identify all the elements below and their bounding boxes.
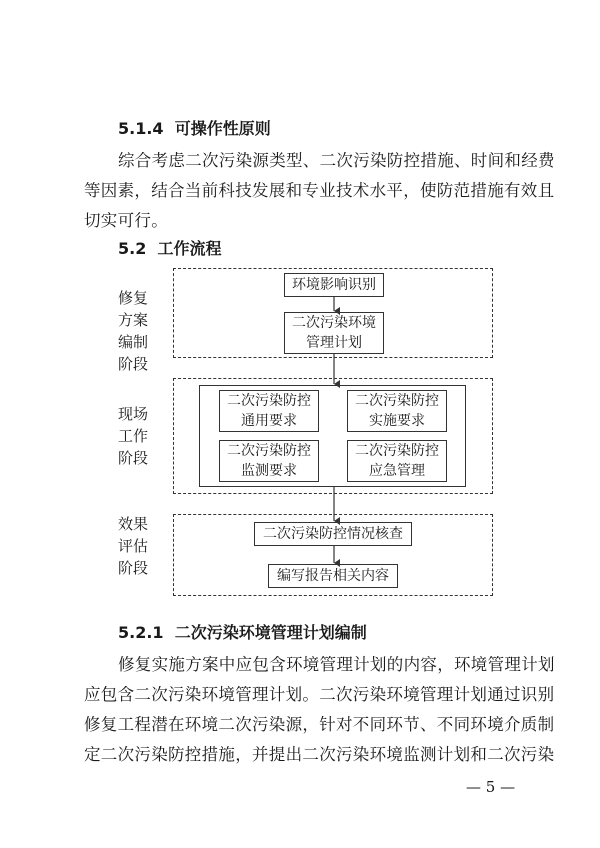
stage-label-planning: 修复方案编制阶段 <box>117 289 148 373</box>
paragraph-line: 修复实施方案中应包含环境管理计划的内容，环境管理计划 <box>118 655 555 674</box>
node-environment-impact-identification: 环境影响识别 <box>284 273 384 297</box>
stage-label-evaluation: 效果评估阶段 <box>117 515 148 577</box>
node-write-report: 编写报告相关内容 <box>268 564 398 588</box>
paragraph-line: 等因素，结合当前科技发展和专业技术水平，使防范措施有效且 <box>84 181 555 200</box>
section-52-number: 5.2 <box>118 239 147 258</box>
section-521-heading <box>118 620 367 643</box>
node-pollution-control-verification: 二次污染防控情况核查 <box>254 522 412 546</box>
node-emergency-management: 二次污染防控 应急管理 <box>347 440 447 482</box>
page-number: — 5 — <box>466 778 516 796</box>
paragraph-line: 修复工程潜在环境二次污染源，针对不同环节、不同环境介质制 <box>84 715 555 734</box>
paragraph-line: 综合考虑二次污染源类型、二次污染防控措施、时间和经费 <box>118 151 555 170</box>
node-monitoring-requirements: 二次污染防控 监测要求 <box>219 440 319 482</box>
node-secondary-pollution-management-plan: 二次污染环境 管理计划 <box>284 312 384 354</box>
section-521-title: 二次污染环境管理计划编制 <box>174 623 367 642</box>
stage-label-field-work: 现场工作阶段 <box>117 405 148 467</box>
paragraph-line: 定二次污染防控措施，并提出二次污染环境监测计划和二次污染 <box>84 745 555 764</box>
section-514-title: 可操作性原则 <box>174 119 271 138</box>
paragraph-line: 切实可行。 <box>84 211 168 230</box>
node-general-requirements: 二次污染防控 通用要求 <box>219 390 319 432</box>
section-52-title: 工作流程 <box>157 239 222 258</box>
paragraph-line: 应包含二次污染环境管理计划。二次污染环境管理计划通过识别 <box>84 685 555 704</box>
node-implementation-requirements: 二次污染防控 实施要求 <box>347 390 447 432</box>
section-514-number: 5.1.4 <box>118 119 164 138</box>
section-521-number: 5.2.1 <box>118 623 164 642</box>
